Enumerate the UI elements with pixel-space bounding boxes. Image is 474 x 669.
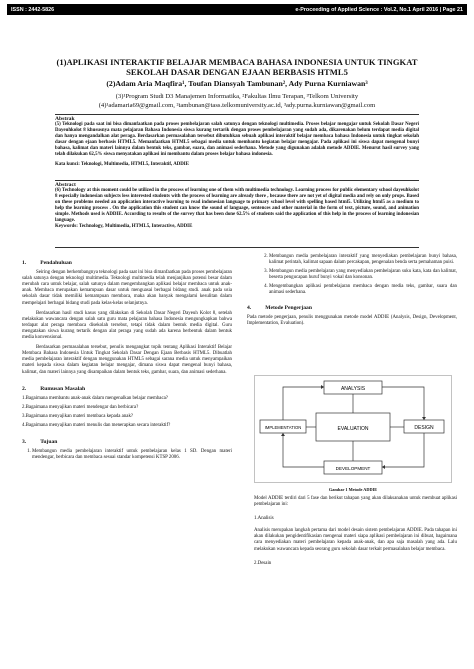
abstrak-block <box>55 116 419 168</box>
affiliation: (3)¹Program Studi D3 Manajemen Informatika, ²Fakultas Ilmu Terapan, ³Telkom University <box>115 93 359 100</box>
author-list: (2)Adam Aria Maqfira¹, Toufan Diansyah Tambunan², Ady Purna Kurniawan³ <box>106 79 368 88</box>
paragraph: Model ADDIE terdiri dari 5 fase dan berikut tahapan yang akan dilaksanakan untuk membuat aplikasi pembelajaran ini: <box>254 496 457 508</box>
issn-label: ISSN : 2442-5826 <box>11 6 55 13</box>
divider <box>55 180 419 181</box>
paragraph: Seiring dengan berkembangnya teknologi pada saat ini bisa dimanfaatkan pada proses pembelajaran salah satunya dengan teknologi multimedia. Teknologi multimedia telah menjanjikan potensi besar dalam merubah cara untuk belajar, salah satunya dalam mengembangkan aplikasi belajar membaca untuk anak-anak. Membaca merupakan kemampuan dasar untuk menguasai berbagai bidang studi. anak pada usia sekolah dasar tidak memiliki kemampuan membaca, maka akan banyak mengalami kesulitan dalam mempelajari berbagai bidang studi pada kelas-kelas selanjutnya. <box>22 270 232 306</box>
goal-list-continued <box>247 254 457 297</box>
section-heading: 3. Tujuan <box>22 439 58 446</box>
journal-header-bar <box>7 4 467 15</box>
figure-caption: Gambar 1 Metode ADDIE <box>328 487 378 492</box>
stage-design: DESIGN <box>414 425 434 431</box>
stage-implementation: IMPLEMENTATION <box>264 425 302 430</box>
abstract-heading: Abstract <box>55 182 76 188</box>
subheading: 1.Analisis <box>254 516 274 522</box>
divider <box>55 114 419 115</box>
subheading: 2.Desain <box>254 560 272 566</box>
abstrak-heading: Abstrak <box>55 116 75 122</box>
list-item: 1. Membangun media pembelajaran interaktif untuk pembelajaran kelas 1 SD. Dengan materi mendengar, berbicara dan membaca sesuai standar kompetensi KTSP 2006. <box>32 449 232 461</box>
section-heading: 1. Pendahuluan <box>22 260 72 266</box>
section-heading: 2. Rumusan Masalah <box>22 385 86 392</box>
problem-list <box>22 396 232 429</box>
kata-kunci: Kata kunci: Teknologi, Multimedia, HTML5, Interaktif, ADDIE <box>55 162 189 168</box>
paragraph: Berdasarkan permasalahan tersebut, penulis mengangkat topik tentang Aplikasi Interaktif Belajar Membaca Bahasa Indonesia Untuk Tingkat Sekolah Dasar Dengan Ejaan Berbasis HTML5. Dibuatlah media pembelajaran interaktif dengan menggunakan HTML5 sebagai sarana media untuk menyampaikan materi kepada siswa dalam kegiatan belajar mengajar, dimana siswa dapat mengenal bunyi bahasa, kalimat, dan materi lainnya yang disampaikan dalam bentuk teks, gambar, suara, dan animasi sederhana. <box>22 345 232 375</box>
paragraph: Analisis merupakan langkah pertama dari model desain sistem pembelajaran ADDIE. Pada tahapan ini akan dilakukan pengidentifikasian mengenai materi siapa aplikasi pembelajaran ini dibuat, bagaimana cara menyediakan materi pembelajaran kepada anak-anak, dan apa saja masalah yang ada. Lalu melakukan wawancara kepada seorang guru sekolah dasar terkait permasalahan belajar membaca. <box>254 528 457 552</box>
right-column <box>247 254 457 331</box>
keywords: Keywords: Technology, Multimedia, HTML5, Interactive, ADDIE <box>55 224 193 230</box>
list-item: 2. Membangun media pembelajaran interaktif yang menyediakan pembelajaran bunyi bahasa, kalimat perintah, kalimat sapaan dalam percakapan, pengenalan benda serta pemahaman puisi. <box>269 254 457 266</box>
stage-evaluation: EVALUATION <box>337 426 369 432</box>
divider <box>55 247 419 248</box>
stage-analysis: ANALYSIS <box>340 386 366 392</box>
left-column <box>22 254 232 464</box>
paragraph: Berdasarkan hasil studi kasus yang dilakukan di Sekolah Dasar Negeri Dayeuh Kolot 8, setelah melakukan wawancara dengan salah satu guru mata pelajaran bahasa Indonesia mengungkapkan bahwa terdapat alat peraga membaca disekolah tersebut, tetapi tidak dalam bentuk media digital. Guru mengatakan siswa kurang tertarik dengan alat peraga yang sudah ada karena berbentuk dalam bentuk media konvensional. <box>22 310 232 341</box>
goal-list <box>22 449 232 461</box>
right-column-lower <box>254 496 457 567</box>
list-item: 3.Bagaimana menyajikan materi membaca kepada anak? <box>22 413 134 419</box>
journal-info: e-Proceeding of Applied Science : Vol.2, No.1 April 2016 | Page 21 <box>295 6 463 13</box>
paper-title: (1)APLIKASI INTERAKTIF BELAJAR MEMBACA BAHASA INDONESIA UNTUK TINGKAT SEKOLAH DASAR DENGAN EJAAN BERBASIS HTML5 <box>56 57 418 77</box>
abstrak-body: (5) Teknologi pada saat ini bisa dimanfaatkan pada proses pembelajaran salah satunya dengan teknologi multimedia. Proses belajar mengajar untuk Sekolah Dasar Negeri Dayeuhkolot 8 khususnya mata pelajaran Bahasa Indonesia siswa kurang tertarik dengan proses pembelajaran yang sudah ada, dikarenakan belum terdapat media digital dan hanya mengandalkan alat peraga. Berdasarkan permasalahan tersebut dibutuhkan sebuah aplikasi interaktif belajar membaca bahasa Indonesia untuk tingkat sekolah dasar dengan ejaan berbasis HTML5. Memanfaatkan HTML5 sebagai media untuk membantu kegiatan belajar mengajar. Pada aplikasi ini siswa dapat mengenal bunyi bahasa, kalimat dan materi lainnya dalam bentuk teks, gambar, suara, dan animasi sederhana. Metode yang digunakan adalah metode ADDIE. Menurut hasil survey yang telah dilakukan 62,5% siswa menyatakan aplikasi ini membantu dalam proses belajar bahasa indonesia. <box>55 122 419 158</box>
abstract-block <box>55 182 419 230</box>
list-item: 2.Bagaimana menyajikan materi mendengar dan berbicara? <box>22 404 139 410</box>
paragraph: Pada metode pengerjaan, penulis menggunakan metode model ADDIE (Analysis, Design, Development, Implementation, Evaluation). <box>247 314 457 326</box>
abstract-body: (6) Technology at this moment could be utilized in the process of learning one of them with multimedia technology. Learning process for public elementary school dayeuhkolot 8 especially indonesian subjects less interested students with the process of learning are already there , because there are not yet of digital media and rely on only props. Based on these problems needed an application interactive learning to read indonesian language to primary school level with spelling based html5. Utilizing html5 as a medium to help the learning process . On the application this student can know the sound of language, sentences and other material in the form of text, picture, sound, and animation simple. Methods used is ADDIE. According to results of the survey that has been done 62.5% of students said the application of this help in the process of learning indonesian language. <box>55 188 419 224</box>
author-emails: (4)¹adamaria69@gmail.com, ²tambunan@tass.telkomuniversity.ac.id, ³ady.purna.kurniawan@gmail.com <box>98 102 376 109</box>
addie-diagram <box>254 375 452 483</box>
list-item: 3. Membangun media pembelajaran yang menyediakan pembelajaran suku kata, kata dan kalimat, beserta pengucapan huruf bunyi vokal dan konsonan. <box>269 269 457 281</box>
list-item: 4. Mengembangkan aplikasi pembelajaran membaca dengan media teks, gambar, suara dan animasi sederhana. <box>269 284 457 296</box>
list-item: 1.Bagaimana membantu anak-anak dalam mengenalkan belajar membaca? <box>22 395 168 401</box>
stage-development: DEVELOPMENT <box>335 466 371 471</box>
list-item: 4.Bagaimana menyajikan materi menulis dan menerapkan secara interaktif? <box>22 422 171 428</box>
section-heading: 4. Metode Pengerjaan <box>247 304 312 311</box>
